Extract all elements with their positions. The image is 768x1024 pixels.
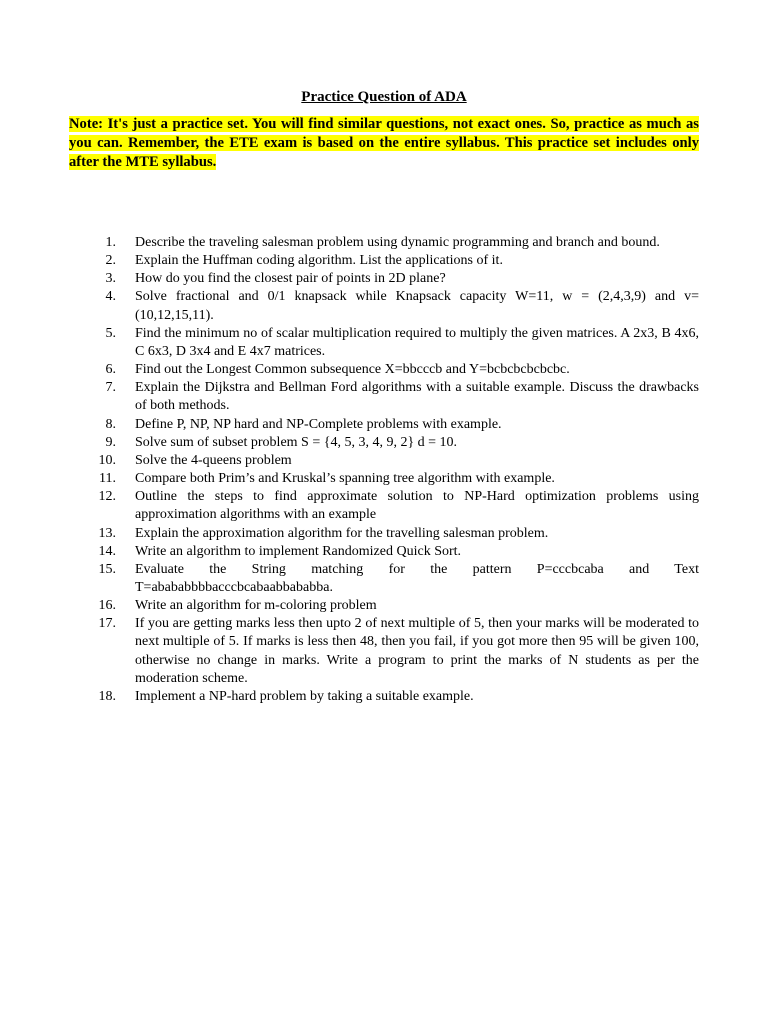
question-number: 1. xyxy=(105,235,116,250)
question-item xyxy=(69,361,699,379)
question-text: Evaluate the String matching for the pattern P=cccbcaba and Text T=abababbbbacccbcabaabbababba. xyxy=(135,561,699,595)
question-list xyxy=(69,234,699,706)
question-text: Find out the Longest Common subsequence X=bbcccb and Y=bcbcbcbcbcbc. xyxy=(135,362,570,378)
question-item xyxy=(69,470,699,488)
question-number: 10. xyxy=(98,452,116,468)
question-number: 7. xyxy=(105,380,116,396)
document-title xyxy=(0,88,768,106)
question-item xyxy=(69,525,699,543)
question-number: 9. xyxy=(105,434,116,450)
question-text: Write an algorithm to implement Randomized Quick Sort. xyxy=(135,543,462,559)
question-item xyxy=(69,561,699,597)
question-text: Compare both Prim’s and Kruskal’s spanning tree algorithm with example. xyxy=(135,471,555,487)
question-item xyxy=(69,488,699,524)
question-item xyxy=(69,416,699,434)
question-number: 6. xyxy=(105,362,116,378)
question-text: Solve the 4-queens problem xyxy=(135,452,292,468)
question-item xyxy=(69,688,699,706)
question-item xyxy=(69,543,699,561)
question-text: Explain the Huffman coding algorithm. List the applications of it. xyxy=(135,253,503,269)
question-number: 3. xyxy=(105,271,116,287)
question-item xyxy=(69,597,699,615)
question-text: Explain the Dijkstra and Bellman Ford algorithms with a suitable example. Discuss the drawbacks of both methods. xyxy=(135,380,699,414)
question-text: Solve sum of subset problem S = {4, 5, 3, 4, 9, 2} d = 10. xyxy=(135,434,458,450)
question-item xyxy=(69,252,699,270)
question-text: Define P, NP, NP hard and NP-Complete problems with example. xyxy=(135,416,502,432)
practice-note xyxy=(69,115,699,172)
question-item xyxy=(69,615,699,688)
question-text: Explain the approximation algorithm for the travelling salesman problem. xyxy=(135,525,549,541)
question-number: 14. xyxy=(98,543,116,559)
question-text: Describe the traveling salesman problem using dynamic programming and branch and bound. xyxy=(135,235,660,250)
question-number: 8. xyxy=(105,416,116,432)
question-item xyxy=(69,288,699,324)
document-title-text: Practice Question of ADA xyxy=(301,89,467,105)
question-number: 13. xyxy=(98,525,116,541)
question-number: 18. xyxy=(98,688,116,704)
question-item xyxy=(69,434,699,452)
question-item xyxy=(69,325,699,361)
question-text: Solve fractional and 0/1 knapsack while Knapsack capacity W=11, w = (2,4,3,9) and v=(10,12,15,11). xyxy=(135,289,699,323)
question-text: Implement a NP-hard problem by taking a suitable example. xyxy=(135,688,474,704)
practice-note-text: Note: It's just a practice set. You will find similar questions, not exact ones. So, practice as much as you can. Remember, the ETE exam is based on the entire syllabus. This practice set includes only after the MTE syllabus. xyxy=(69,116,699,170)
question-text: Outline the steps to find approximate solution to NP-Hard optimization problems using approximation algorithms with an example xyxy=(135,489,699,523)
question-number: 11. xyxy=(99,471,116,487)
question-number: 17. xyxy=(98,616,116,632)
question-number: 2. xyxy=(105,253,116,269)
question-item xyxy=(69,270,699,288)
question-text: Find the minimum no of scalar multiplication required to multiply the given matrices. A 2x3, B 4x6, C 6x3, D 3x4 and E 4x7 matrices. xyxy=(135,325,699,359)
question-number: 12. xyxy=(98,489,116,505)
question-number: 16. xyxy=(98,598,116,614)
question-text: If you are getting marks less then upto 2 of next multiple of 5, then your marks will be moderated to next multiple of 5. If marks is less then 48, then you fail, if you got more then 95 will be given 100, otherwise no change in marks. Write a program to print the marks of N students as per the moderation scheme. xyxy=(135,616,699,686)
question-number: 5. xyxy=(105,325,116,341)
question-item xyxy=(69,452,699,470)
question-text: Write an algorithm for m-coloring problem xyxy=(135,598,377,614)
question-item xyxy=(69,234,699,252)
question-number: 4. xyxy=(105,289,116,305)
question-number: 15. xyxy=(98,561,116,577)
question-text: How do you find the closest pair of points in 2D plane? xyxy=(135,271,446,287)
question-item xyxy=(69,379,699,415)
